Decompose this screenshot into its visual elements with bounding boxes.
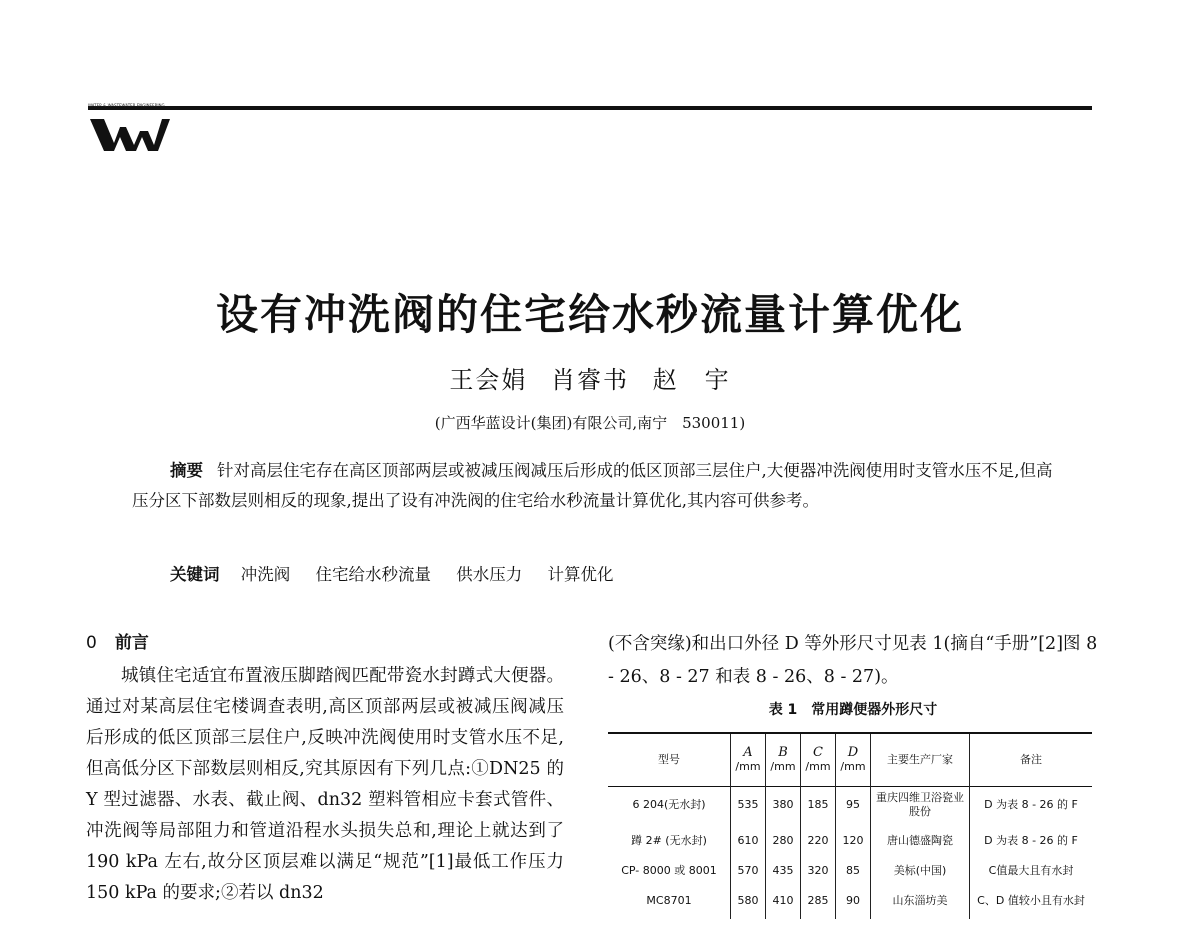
header-manufacturer: 主要生产厂家 <box>871 733 970 787</box>
keyword: 供水压力 <box>456 565 523 584</box>
keyword: 计算优化 <box>547 565 614 584</box>
table-cell: 435 <box>766 859 801 883</box>
section-title: 前言 <box>114 633 149 653</box>
table-cell: 山东淄坊美 <box>871 883 970 919</box>
author-2: 肖睿书 <box>551 366 629 394</box>
header-a: A /mm <box>731 733 766 787</box>
table-cell: 570 <box>731 859 766 883</box>
right-column <box>608 628 1098 919</box>
table-cell: 610 <box>731 823 766 859</box>
body-paragraph: (不含突缘)和出口外径 D 等外形尺寸见表 1(摘自“手册”[2]图 8 - 26、8 - 27 和表 8 - 26、8 - 27)。 <box>608 634 1098 687</box>
table-row <box>608 823 1092 859</box>
table-cell: 410 <box>766 883 801 919</box>
table-cell: CP- 8000 或 8001 <box>608 859 731 883</box>
left-column <box>86 628 564 909</box>
abstract-text: 针对高层住宅存在高区顶部两层或被减压阀减压后形成的低区顶部三层住户,大便器冲洗阀使用时支管水压不足,但高压分区下部数层则相反的现象,提出了设有冲洗阀的住宅给水秒流量计算优化,其内容可供参考。 <box>132 461 1053 510</box>
table-cell: 90 <box>836 883 871 919</box>
table-cell: 320 <box>801 859 836 883</box>
header-b: B /mm <box>766 733 801 787</box>
table-cell: 美标(中国) <box>871 859 970 883</box>
table-row <box>608 787 1092 823</box>
table-caption: 表 1 常用蹲便器外形尺寸 <box>768 702 938 718</box>
table-row <box>608 883 1092 919</box>
journal-name-tiny: WATER & WASTEWATER ENGINEERING <box>88 103 165 108</box>
abstract <box>132 456 1062 516</box>
keywords <box>170 560 1070 590</box>
table-cell: D 为表 8 - 26 的 F <box>970 787 1093 823</box>
table-cell: 380 <box>766 787 801 823</box>
header-remarks: 备注 <box>970 733 1093 787</box>
table-cell: 185 <box>801 787 836 823</box>
section-number: 0 <box>86 633 97 653</box>
table-row <box>608 859 1092 883</box>
header-d: D /mm <box>836 733 871 787</box>
table-cell: C、D 值较小且有水封 <box>970 883 1093 919</box>
table-cell: 85 <box>836 859 871 883</box>
body-paragraph: 城镇住宅适宜布置液压脚踏阀匹配带瓷水封蹲式大便器。通过对某高层住宅楼调查表明,高区顶部两层或被减压阀减压后形成的低区顶部三层住户,反映冲洗阀使用时支管水压不足,但高低分区下部数层则相反,究其原因有下列几点:①DN25 的 Y 型过滤器、水表、截止阀、dn32 塑料管相应卡套式管件、冲洗阀等局部阻力和管道沿程水头损失总和,理论上就达到了 190 kPa 左右,故分区顶层难以满足“规范”[1]最低工作压力 150 kPa 的要求;②若以 dn32 <box>86 666 564 903</box>
table-cell: 285 <box>801 883 836 919</box>
header-model: 型号 <box>608 733 731 787</box>
table-cell: 120 <box>836 823 871 859</box>
keywords-label: 关键词 <box>170 565 220 584</box>
journal-logo-icon <box>90 113 170 151</box>
table-cell: 重庆四维卫浴瓷业股份 <box>871 787 970 823</box>
abstract-label: 摘要 <box>170 461 203 480</box>
authors <box>0 360 1180 395</box>
table-cell: C值最大且有水封 <box>970 859 1093 883</box>
table-cell: 535 <box>731 787 766 823</box>
table-cell: MC8701 <box>608 883 731 919</box>
table-cell: 蹲 2# (无水封) <box>608 823 731 859</box>
section-heading <box>86 628 564 659</box>
paper-title: 设有冲洗阀的住宅给水秒流量计算优化 <box>215 290 964 339</box>
table-cell: 280 <box>766 823 801 859</box>
table-cell: 95 <box>836 787 871 823</box>
header-c: C /mm <box>801 733 836 787</box>
table-cell: D 为表 8 - 26 的 F <box>970 823 1093 859</box>
keyword: 住宅给水秒流量 <box>315 565 431 584</box>
table-cell: 6 204(无水封) <box>608 787 731 823</box>
keyword: 冲洗阀 <box>240 565 291 584</box>
table-cell: 220 <box>801 823 836 859</box>
table-header-row <box>608 733 1092 787</box>
author-3: 赵 宇 <box>652 366 731 394</box>
affiliation: (广西华蓝设计(集团)有限公司,南宁 530011) <box>434 414 746 432</box>
dimensions-table <box>608 732 1092 919</box>
table-cell: 580 <box>731 883 766 919</box>
author-1: 王会娟 <box>449 366 528 394</box>
table-cell: 唐山德盛陶瓷 <box>871 823 970 859</box>
